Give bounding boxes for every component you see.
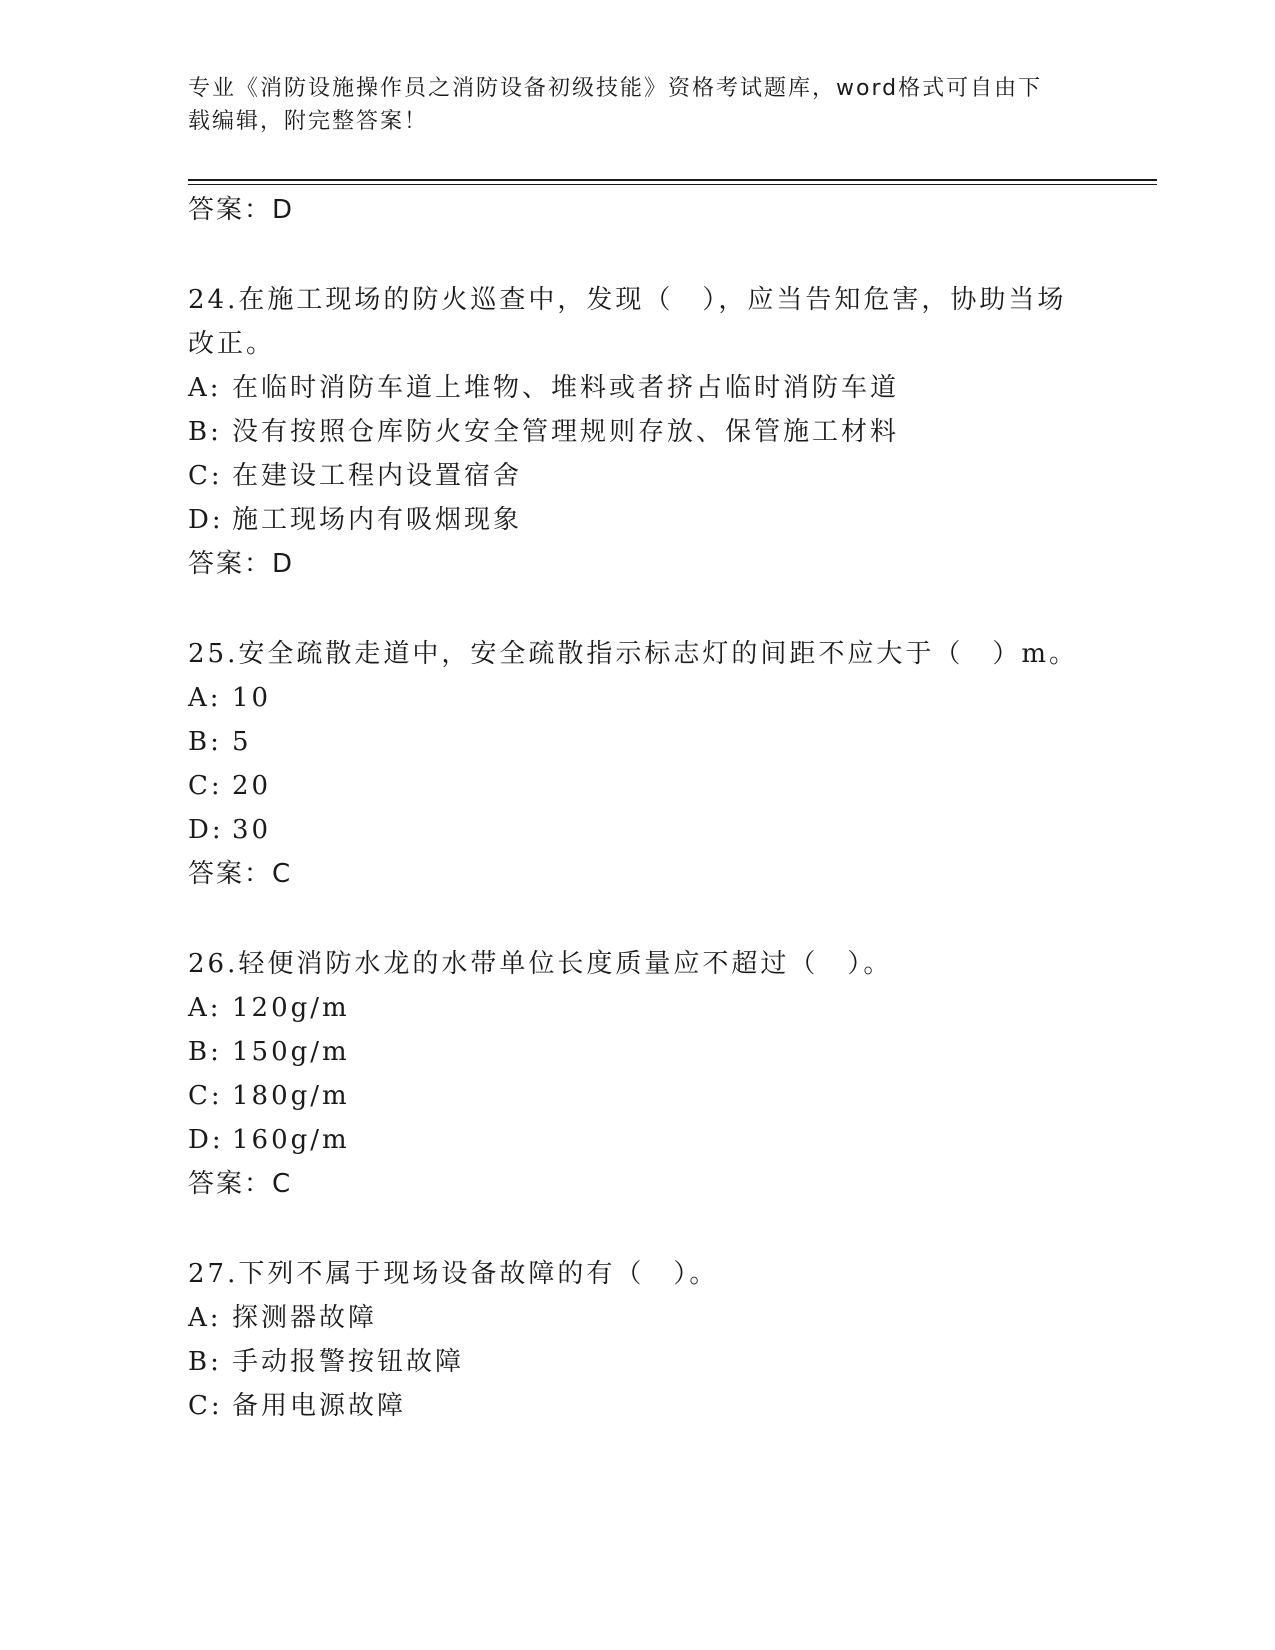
- option-text: 施工现场内有吸烟现象: [232, 505, 523, 535]
- header-line-1: 专业《消防设施操作员之消防设备初级技能》资格考试题库，word格式可自由下: [188, 76, 1043, 101]
- question-24-answer: 答案：D: [188, 549, 295, 579]
- option-text: 探测器故障: [232, 1303, 378, 1333]
- question-26-answer: 答案：C: [188, 1169, 293, 1199]
- option-letter: C:: [188, 771, 223, 801]
- question-27-stem: 27.下列不属于现场设备故障的有（ ）。: [188, 1259, 719, 1289]
- option-text: 5: [232, 727, 252, 757]
- option-text: 手动报警按钮故障: [232, 1347, 465, 1377]
- question-24-option-d: [188, 503, 522, 537]
- option-text: 120g/m: [232, 993, 350, 1023]
- question-26-option-a: [188, 991, 350, 1025]
- question-27-option-a: [188, 1301, 377, 1335]
- option-text: 20: [232, 771, 272, 801]
- header-divider-thin: [188, 184, 1157, 185]
- question-26-option-d: [188, 1123, 350, 1157]
- option-letter: C:: [188, 1081, 223, 1111]
- document-header: [188, 72, 1088, 138]
- option-letter: C:: [188, 1391, 223, 1421]
- question-27-option-c: [188, 1389, 406, 1423]
- option-letter: B:: [188, 417, 222, 447]
- option-letter: D:: [188, 815, 224, 845]
- option-text: 180g/m: [232, 1081, 350, 1111]
- question-25-option-a: [188, 681, 271, 715]
- option-letter: B:: [188, 727, 222, 757]
- previous-answer: 答案：D: [188, 195, 295, 225]
- option-letter: D:: [188, 505, 224, 535]
- question-26-stem: 26.轻便消防水龙的水带单位长度质量应不超过（ ）。: [188, 949, 893, 979]
- header-divider-thick: [188, 179, 1157, 181]
- option-letter: A:: [188, 1303, 222, 1333]
- option-text: 160g/m: [232, 1125, 350, 1155]
- option-letter: B:: [188, 1347, 222, 1377]
- question-24-option-b: [188, 415, 899, 449]
- option-text: 备用电源故障: [232, 1391, 407, 1421]
- option-letter: C:: [188, 461, 223, 491]
- option-text: 在临时消防车道上堆物、堆料或者挤占临时消防车道: [232, 373, 900, 403]
- question-25-answer: 答案：C: [188, 859, 293, 889]
- option-letter: A:: [188, 683, 222, 713]
- option-text: 30: [232, 815, 272, 845]
- question-24-option-a: [188, 371, 899, 405]
- option-letter: A:: [188, 373, 222, 403]
- header-line-2: 载编辑，附完整答案！: [188, 109, 429, 134]
- question-27-option-b: [188, 1345, 464, 1379]
- option-text: 没有按照仓库防火安全管理规则存放、保管施工材料: [232, 417, 900, 447]
- question-24-stem-cont: 改正。: [188, 329, 276, 359]
- option-letter: D:: [188, 1125, 224, 1155]
- option-text: 在建设工程内设置宿舍: [232, 461, 523, 491]
- question-24-stem: 24.在施工现场的防火巡查中，发现（ ），应当告知危害，协助当场: [188, 285, 1067, 315]
- option-letter: A:: [188, 993, 222, 1023]
- option-text: 150g/m: [232, 1037, 350, 1067]
- question-25-option-b: [188, 725, 252, 759]
- option-text: 10: [232, 683, 272, 713]
- option-letter: B:: [188, 1037, 222, 1067]
- question-26-option-b: [188, 1035, 350, 1069]
- question-24-option-c: [188, 459, 522, 493]
- question-25-stem: 25.安全疏散走道中，安全疏散指示标志灯的间距不应大于（ ）m。: [188, 639, 1079, 669]
- question-25-option-c: [188, 769, 271, 803]
- question-26-option-c: [188, 1079, 350, 1113]
- question-25-option-d: [188, 813, 271, 847]
